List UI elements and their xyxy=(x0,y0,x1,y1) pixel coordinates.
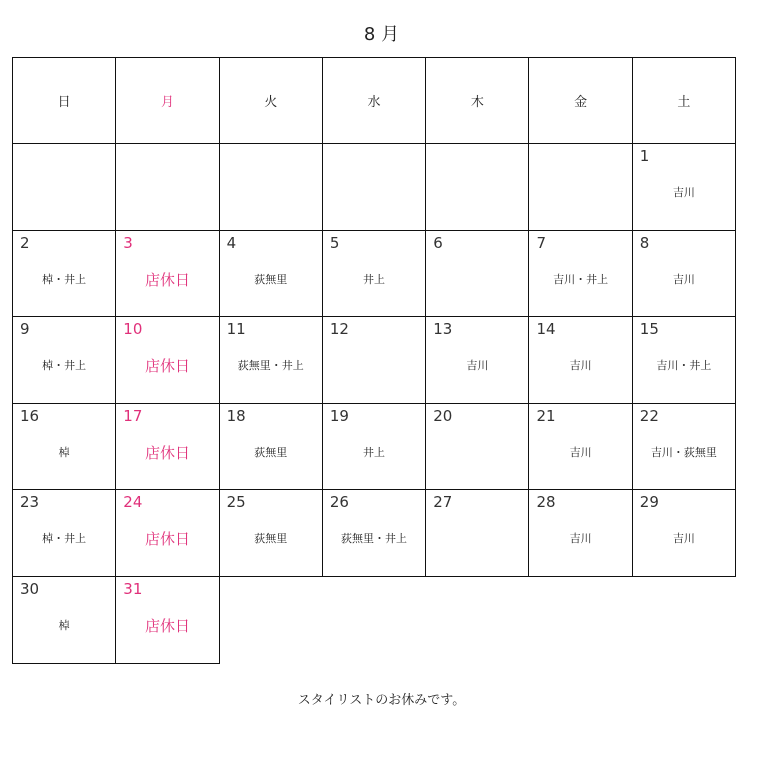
week-row xyxy=(13,230,736,317)
day-number: 21 xyxy=(536,406,556,425)
day-number: 15 xyxy=(639,320,659,339)
day-number: 23 xyxy=(20,493,40,512)
stylist-off-note: 棹 xyxy=(58,445,70,459)
day-number: 28 xyxy=(536,493,556,512)
day-cell xyxy=(632,576,735,663)
stylist-off-note: 荻無里・井上 xyxy=(237,359,304,373)
day-number: 11 xyxy=(226,320,246,339)
stylist-off-note: 吉川 xyxy=(672,186,695,199)
weekday-mon: 月 xyxy=(116,58,219,144)
day-cell xyxy=(426,230,529,317)
week-row xyxy=(13,490,736,577)
day-cell xyxy=(322,230,425,317)
closed-day-label: 店休日 xyxy=(144,270,190,289)
footer-note: スタイリストのお休みです。 xyxy=(297,693,466,708)
day-number: 29 xyxy=(639,493,659,512)
day-cell xyxy=(529,490,632,577)
day-number: 14 xyxy=(536,320,556,339)
day-cell xyxy=(529,230,632,317)
stylist-off-note: 吉川・荻無里 xyxy=(650,445,717,459)
calendar-title: 8 月 xyxy=(363,24,400,45)
closed-day-label: 店休日 xyxy=(144,357,190,376)
day-cell xyxy=(322,317,425,404)
day-cell xyxy=(632,144,735,231)
day-number: 4 xyxy=(226,233,237,252)
day-number: 31 xyxy=(123,579,143,598)
stylist-off-note: 棹 xyxy=(58,618,70,632)
weekday-sun: 日 xyxy=(13,58,116,144)
day-cell xyxy=(632,230,735,317)
day-number: 20 xyxy=(433,406,453,425)
day-number: 9 xyxy=(20,320,30,339)
day-number: 10 xyxy=(123,320,143,339)
stylist-off-note: 棹・井上 xyxy=(42,359,87,373)
stylist-off-note: 荻無里 xyxy=(254,445,288,459)
day-number: 7 xyxy=(536,233,547,252)
day-cell xyxy=(116,144,219,231)
day-cell xyxy=(322,490,425,577)
day-cell xyxy=(13,230,116,317)
calendar-grid xyxy=(12,57,736,664)
day-cell xyxy=(632,317,735,404)
day-cell xyxy=(632,490,735,577)
day-number: 18 xyxy=(226,406,246,425)
day-number: 13 xyxy=(433,320,453,339)
day-number: 22 xyxy=(639,406,659,425)
day-cell xyxy=(13,317,116,404)
day-cell xyxy=(219,144,322,231)
stylist-off-note: 荻無里・井上 xyxy=(341,532,408,546)
stylist-off-note: 井上 xyxy=(363,272,386,286)
day-number: 16 xyxy=(20,406,40,425)
day-cell xyxy=(632,403,735,490)
stylist-off-note: 吉川・井上 xyxy=(553,272,609,286)
stylist-off-note: 荻無里 xyxy=(254,272,288,286)
day-cell xyxy=(529,317,632,404)
day-number: 5 xyxy=(329,233,340,252)
day-number: 25 xyxy=(226,493,246,512)
day-number: 1 xyxy=(639,147,650,165)
day-number: 26 xyxy=(329,493,349,512)
weekday-header-row xyxy=(13,58,736,144)
weekday-tue: 火 xyxy=(219,58,322,144)
stylist-off-note: 棹・井上 xyxy=(42,272,87,286)
day-number: 2 xyxy=(20,233,30,252)
day-cell xyxy=(529,403,632,490)
day-cell xyxy=(219,317,322,404)
day-cell xyxy=(13,144,116,231)
closed-day-label: 店休日 xyxy=(144,616,190,635)
day-cell xyxy=(219,403,322,490)
day-number: 30 xyxy=(20,579,40,598)
weekday-thu: 木 xyxy=(426,58,529,144)
day-cell xyxy=(529,144,632,231)
stylist-off-note: 井上 xyxy=(363,445,386,459)
stylist-off-note: 吉川 xyxy=(672,532,695,546)
day-cell xyxy=(13,576,116,663)
weekday-sat: 土 xyxy=(632,58,735,144)
day-cell xyxy=(219,490,322,577)
day-cell xyxy=(13,490,116,577)
stylist-off-note: 吉川 xyxy=(569,359,592,373)
day-cell xyxy=(116,230,219,317)
day-cell xyxy=(116,576,219,663)
stylist-off-note: 吉川 xyxy=(672,272,695,286)
day-cell xyxy=(426,403,529,490)
week-row xyxy=(13,144,736,231)
day-cell xyxy=(219,230,322,317)
stylist-off-note: 吉川 xyxy=(466,359,489,373)
week-row xyxy=(13,403,736,490)
weekday-fri: 金 xyxy=(529,58,632,144)
day-cell xyxy=(322,144,425,231)
day-cell xyxy=(13,403,116,490)
stylist-off-note: 棹・井上 xyxy=(42,532,87,546)
day-number: 3 xyxy=(123,233,133,252)
week-row xyxy=(13,317,736,404)
day-number: 6 xyxy=(433,233,443,252)
closed-day-label: 店休日 xyxy=(144,530,190,549)
day-number: 24 xyxy=(123,493,143,512)
day-number: 17 xyxy=(123,406,143,425)
weekday-wed: 水 xyxy=(322,58,425,144)
day-number: 8 xyxy=(639,233,650,252)
day-cell xyxy=(529,576,632,663)
day-cell xyxy=(426,490,529,577)
day-cell xyxy=(426,576,529,663)
day-cell xyxy=(322,576,425,663)
day-cell xyxy=(116,317,219,404)
day-cell xyxy=(426,144,529,231)
day-cell xyxy=(426,317,529,404)
week-row xyxy=(13,576,736,663)
stylist-off-note: 吉川 xyxy=(569,445,592,459)
stylist-off-note: 吉川 xyxy=(569,532,592,546)
day-number: 12 xyxy=(329,320,349,339)
day-cell xyxy=(219,576,322,663)
stylist-off-note: 荻無里 xyxy=(254,532,288,546)
stylist-off-note: 吉川・井上 xyxy=(656,359,712,373)
day-cell xyxy=(322,403,425,490)
day-cell xyxy=(116,490,219,577)
day-number: 27 xyxy=(433,493,453,512)
closed-day-label: 店休日 xyxy=(144,443,190,462)
day-cell xyxy=(116,403,219,490)
day-number: 19 xyxy=(329,406,349,425)
